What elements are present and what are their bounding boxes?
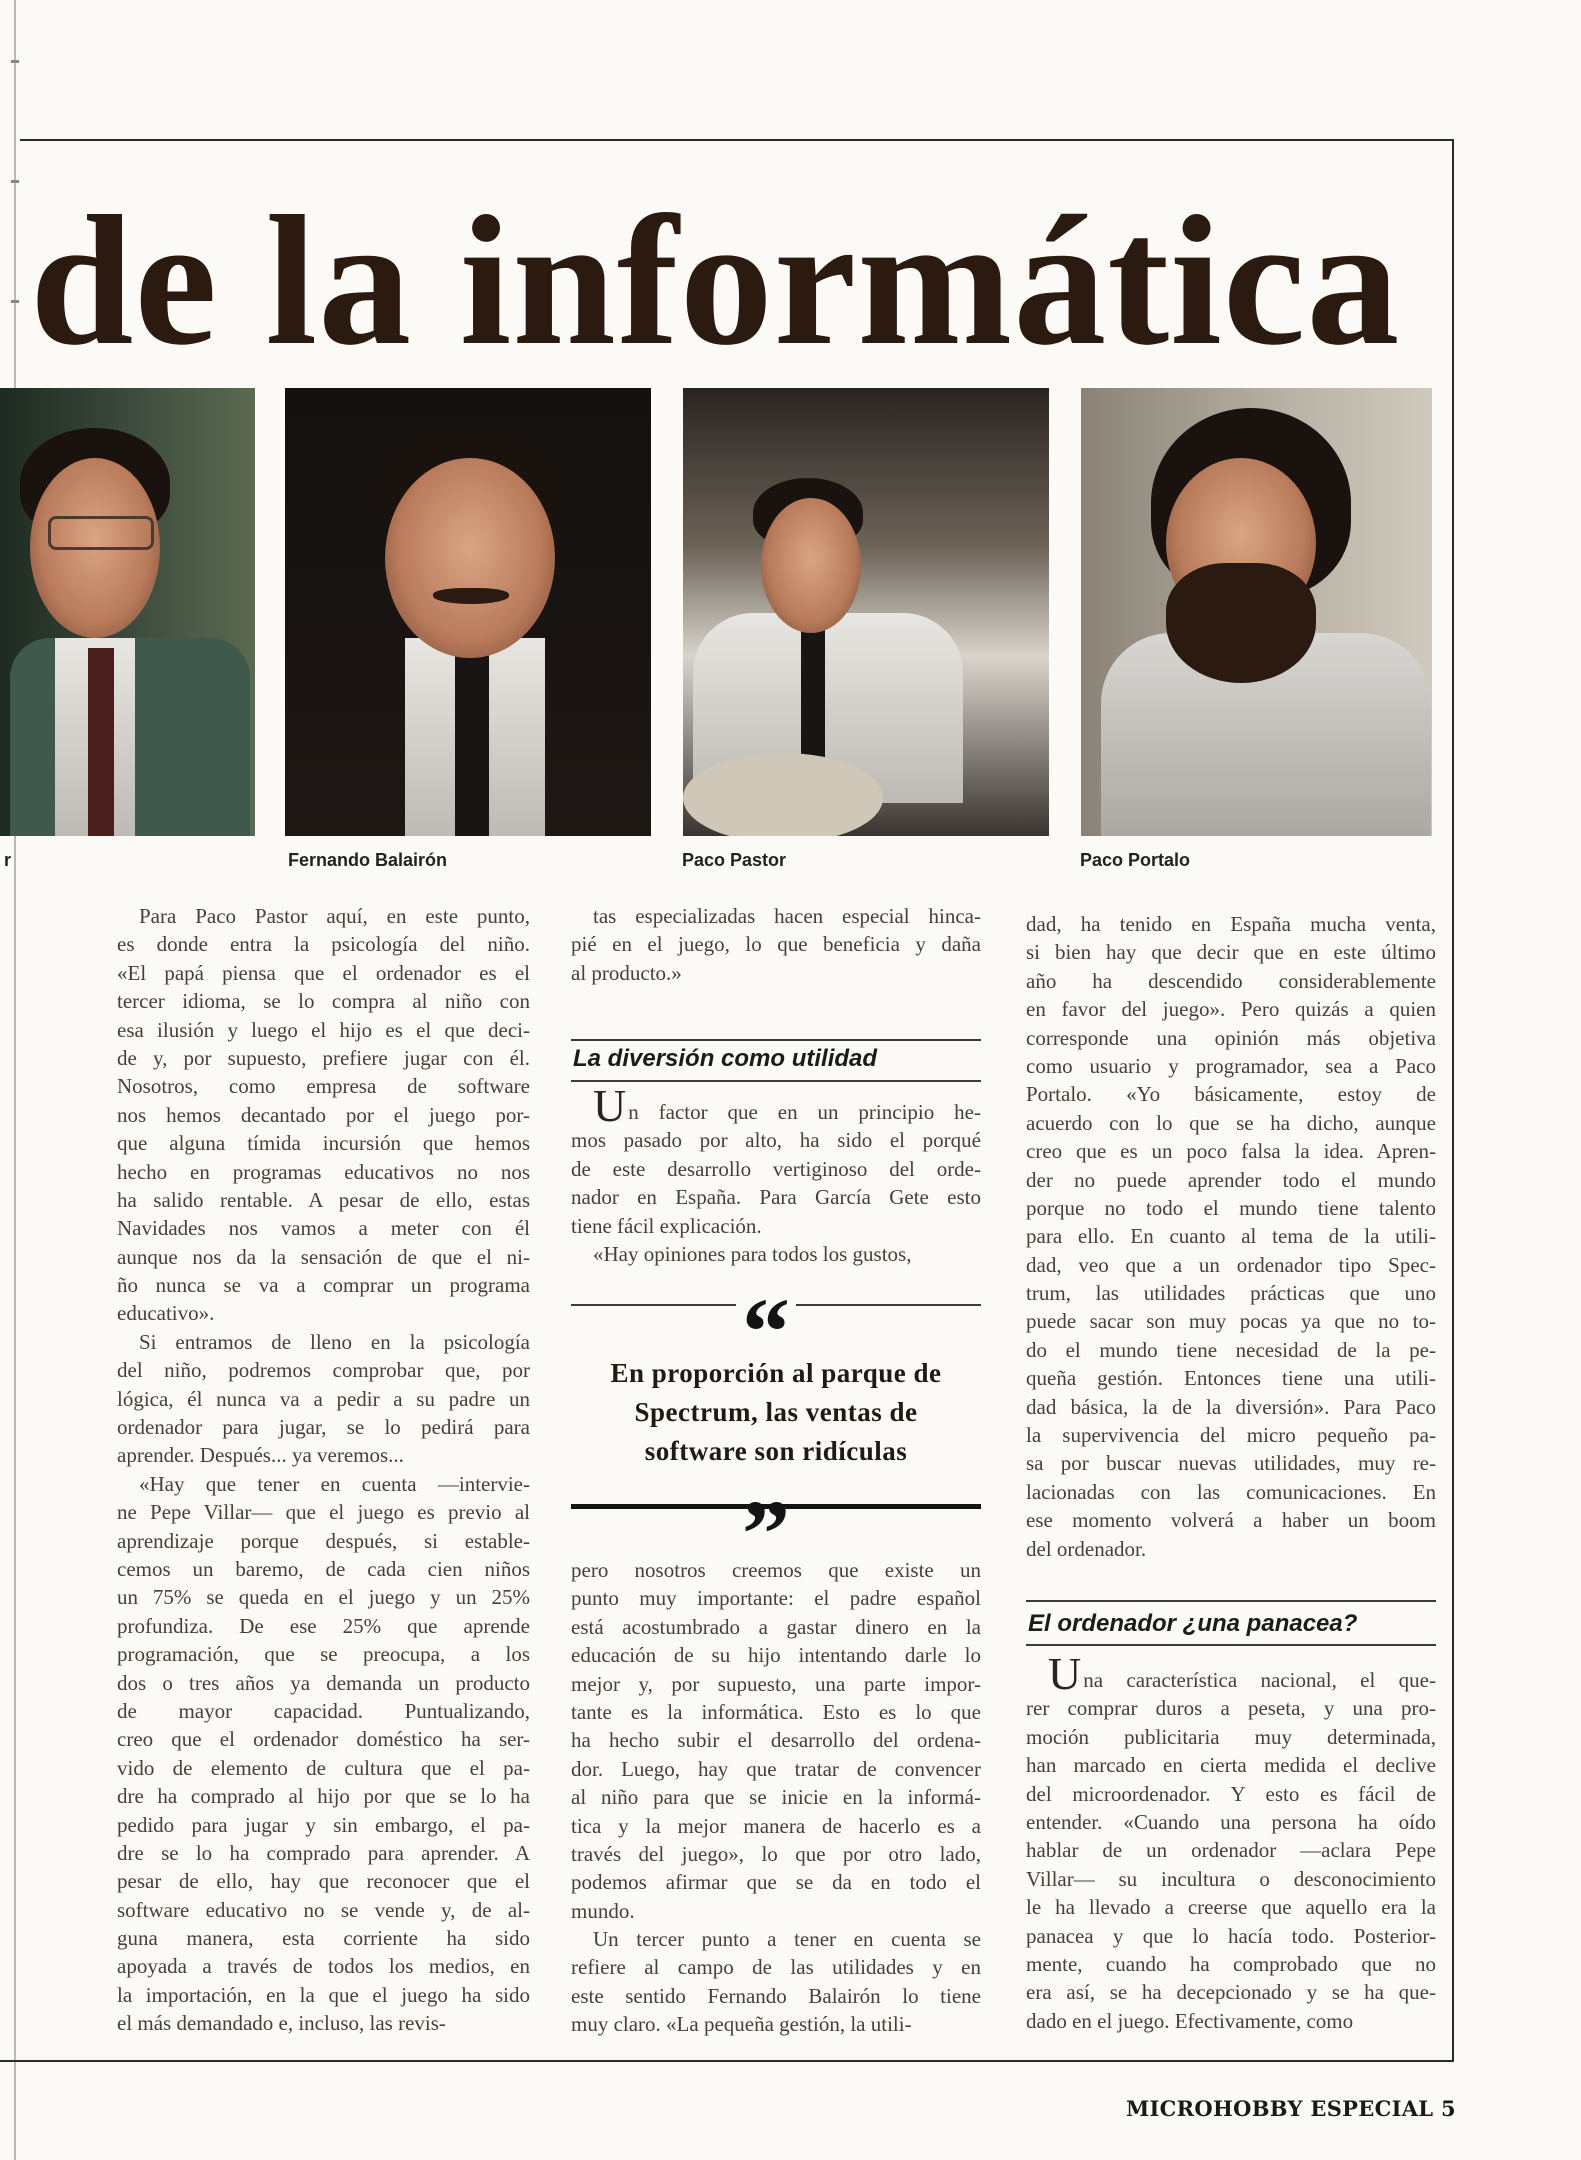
text-line: acuerdo con lo que se ha dicho, aunque — [1026, 1110, 1436, 1135]
paragraph — [117, 1470, 530, 2038]
text-line: de mayor capacidad. Puntualizando, — [117, 1698, 530, 1723]
text-line: ordenador para jugar, se lo pedirá para — [117, 1415, 530, 1440]
text-line: ha salido rentable. A pesar de ello, estas — [117, 1187, 530, 1212]
text-line: la importación, en la que el juego ha sido — [117, 1982, 530, 2007]
text-line: cemos un baremo, de cada cien niños — [117, 1556, 530, 1581]
text-line: aprendizaje porque después, si estable- — [117, 1528, 530, 1553]
text-line: si bien hay que decir que en este último — [1026, 940, 1436, 965]
text-line: software educativo no se vende y, de al- — [117, 1897, 530, 1922]
text-line: es donde entra la psicología del niño. — [117, 932, 530, 957]
section-rule-top — [1026, 1600, 1436, 1602]
text-line: del ordenador. — [1026, 1536, 1147, 1561]
text-line: trum, las utilidades prácticas que uno — [1026, 1281, 1436, 1306]
column-3-top — [1026, 910, 1436, 1563]
text-line: creo que es un poco falsa la idea. Apren- — [1026, 1139, 1436, 1164]
text-line: nador en España. Para García Gete esto — [571, 1185, 981, 1210]
text-line: tas especializadas hacen especial hinca- — [593, 904, 981, 928]
text-line: dad básica, la de la diversión». Para Paco — [1026, 1394, 1436, 1419]
text-line: muy claro. «La pequeña gestión, la utili- — [571, 2012, 912, 2037]
text-line: do el mundo tiene necesidad de la pe- — [1026, 1337, 1436, 1362]
text-line: «Hay que tener en cuenta —intervie- — [139, 1471, 530, 1496]
column-2-top — [571, 902, 981, 987]
paragraph — [571, 1556, 981, 1925]
photo-caption-fernando-balairon: Fernando Balairón — [288, 850, 448, 870]
section-heading-panacea: El ordenador ¿una panacea? — [1028, 1610, 1358, 1637]
text-line: Si entramos de lleno en la psicología — [139, 1329, 530, 1354]
section-rule-bottom — [571, 1080, 981, 1082]
photo-caption-paco-portalo: Paco Portalo — [1080, 850, 1191, 870]
paragraph — [571, 1240, 981, 1268]
text-line: ne Pepe Villar— que el juego es previo al — [117, 1500, 530, 1525]
section-heading-diversion: La diversión como utilidad — [573, 1045, 878, 1072]
text-line: profundiza. De ese 25% que aprende — [117, 1613, 530, 1638]
text-line: «Hay opiniones para todos los gustos, — [593, 1241, 912, 1266]
text-line: el más demandado e, incluso, las revis- — [117, 2011, 446, 2036]
text-line: aprender. Después... ya veremos... — [117, 1443, 404, 1468]
text-line: corresponde una opinión más objetiva — [1026, 1025, 1436, 1050]
column-1 — [117, 902, 530, 2038]
text-line: de este desarrollo vertiginoso del orde- — [571, 1156, 981, 1181]
text-line: vido de elemento de cultura que el pa- — [117, 1755, 530, 1780]
text-line: educación de su hijo intentando darle lo — [571, 1643, 981, 1668]
text-line: le ha llevado a creerse que aquello era la — [1026, 1895, 1436, 1920]
text-line: dado en el juego. Efectivamente, como — [1026, 2008, 1354, 2033]
text-line: rer comprar duros a peseta, y una pro- — [1026, 1696, 1436, 1721]
text-line: han marcado en cierta medida el declive — [1026, 1753, 1436, 1778]
text-line: hecho en programas educativos no nos — [117, 1159, 530, 1184]
text-line: tercer idioma, se lo compra al niño con — [117, 989, 530, 1014]
text-line: de y, por supuesto, prefiere jugar con él. — [117, 1045, 530, 1070]
column-2-mid — [571, 1080, 981, 1268]
article-title: de la informática — [30, 178, 1401, 384]
text-line: Navidades nos vamos a meter con él — [117, 1216, 530, 1241]
paragraph — [571, 902, 981, 987]
text-line: mundo. — [571, 1898, 635, 1923]
photo-paco-pastor — [683, 388, 1049, 836]
drop-cap: U — [593, 1080, 627, 1131]
text-line: Nosotros, como empresa de software — [117, 1074, 530, 1099]
section-rule-bottom — [1026, 1644, 1436, 1646]
pull-quote-line: software son ridículas — [644, 1436, 908, 1466]
open-quote-icon: “ — [736, 1284, 796, 1380]
photo-pepe-villar — [0, 388, 255, 836]
text-line: entender. «Cuando una persona ha oído — [1026, 1809, 1436, 1834]
pull-quote-line: Spectrum, las ventas de — [634, 1397, 918, 1427]
text-line: esa ilusión y luego el hijo es el que deci- — [117, 1017, 530, 1042]
text-line: porque no todo el mundo tiene talento — [1026, 1195, 1436, 1220]
paragraph — [1026, 910, 1436, 1563]
photo-fernando-balairon — [285, 388, 651, 836]
text-line: puede sacar son muy pocas ya que no to- — [1026, 1309, 1436, 1334]
text-line: mente, cuando ha comprobado que no — [1026, 1951, 1436, 1976]
text-line: mejor y, por supuesto, una parte impor- — [571, 1671, 981, 1696]
text-line: panacea y que lo hacía todo. Posterior- — [1026, 1923, 1436, 1948]
text-line: pedido para jugar y sin embargo, el pa- — [117, 1812, 530, 1837]
text-line: pié en el juego, lo que beneficia y daña — [571, 932, 981, 957]
text-line: en favor del juego». Pero quizás a quien — [1026, 997, 1436, 1022]
section-rule-top — [571, 1039, 981, 1041]
paragraph — [571, 1080, 981, 1240]
pull-quote-line: En proporción al parque de — [610, 1358, 942, 1388]
text-line: lógica, él nunca va a pedir a su padre un — [117, 1386, 530, 1411]
paragraph — [1026, 1648, 1436, 2035]
text-line: refiere al campo de las utilidades y en — [571, 1955, 981, 1980]
text-line: Un tercer punto a tener en cuenta se — [593, 1927, 981, 1952]
frame-right-rule — [1452, 139, 1454, 2062]
text-line: podemos afirmar que se da en todo el — [571, 1870, 981, 1895]
column-2-bottom — [571, 1556, 981, 2039]
text-line: «El papá piensa que el ordenador es el — [117, 960, 530, 985]
text-line: queña gestión. Entonces tiene una utili- — [1026, 1366, 1436, 1391]
text-line: dre ha comprado al hijo por que se lo ha — [117, 1784, 530, 1809]
text-line: mos pasado por alto, ha sido el porqué — [571, 1128, 981, 1153]
text-line: Para Paco Pastor aquí, en este punto, — [139, 904, 530, 928]
text-line: aunque nos da la sensación de que el ni- — [117, 1244, 530, 1269]
page-binding-edge — [14, 0, 16, 2160]
text-line: programación, que se preocupa, a los — [117, 1642, 530, 1667]
text-line: sa por buscar nuevas utilidades, muy re- — [1026, 1451, 1436, 1476]
text-line: del niño, podremos comprobar que, por — [117, 1358, 530, 1383]
page-footer-folio: MICROHOBBY ESPECIAL 5 — [1126, 2096, 1456, 2121]
text-line: lacionadas con las comunicaciones. En — [1026, 1479, 1436, 1504]
pull-quote — [571, 1354, 981, 1471]
paragraph — [117, 902, 530, 1328]
text-line — [571, 1080, 981, 1131]
close-quote-icon: ” — [742, 1480, 790, 1587]
drop-cap: U — [1048, 1648, 1082, 1699]
text-line: este sentido Fernando Balairón lo tiene — [571, 1983, 981, 2008]
text-line: Portalo. «Yo básicamente, estoy de — [1026, 1082, 1436, 1107]
text-line: tiene fácil explicación. — [571, 1213, 762, 1238]
text-line: nos hemos decantado por el juego por- — [117, 1102, 530, 1127]
text-line: moción publicitaria muy determinada, — [1026, 1724, 1436, 1749]
column-3-bottom — [1026, 1648, 1436, 2035]
text-line: apoyada a través de todos los medios, en — [117, 1954, 530, 1979]
text-line: para ello. En cuanto al tema de la utili- — [1026, 1224, 1436, 1249]
photo-caption-cut: r — [4, 850, 12, 870]
text-line — [1026, 1648, 1436, 1699]
text-line: guna manera, esta corriente ha sido — [117, 1926, 530, 1951]
text-line: al niño para que se inicie en la informá- — [571, 1785, 981, 1810]
text-line: tica y la mejor manera de hacerlo es a — [571, 1813, 981, 1838]
text-line: dad, veo que a un ordenador tipo Spec- — [1026, 1252, 1436, 1277]
text-line: un 75% se queda en el juego y un 25% — [117, 1585, 530, 1610]
paragraph — [571, 1925, 981, 2039]
text-line: al producto.» — [571, 960, 682, 985]
text-line: del microordenador. Y esto es fácil de — [1026, 1781, 1436, 1806]
text-line: como usuario y programador, sea a Paco — [1026, 1053, 1436, 1078]
text-line: ño nunca se va a comprar un programa — [117, 1273, 530, 1298]
photo-caption-paco-pastor: Paco Pastor — [682, 850, 787, 870]
text-line: hablar de un ordenador —aclara Pepe — [1026, 1838, 1436, 1863]
text-line: ese momento volverá a haber un boom — [1026, 1508, 1436, 1533]
text-line: creo que el ordenador doméstico ha ser- — [117, 1727, 530, 1752]
text-line: educativo». — [117, 1301, 215, 1326]
text-line: que alguna tímida incursión que hemos — [117, 1131, 530, 1156]
paragraph — [117, 1328, 530, 1470]
text-line: tante es la informática. Esto es lo que — [571, 1699, 981, 1724]
text-line: ha hecho subir el desarrollo del ordena- — [571, 1728, 981, 1753]
text-line: dor. Luego, hay que tratar de convencer — [571, 1756, 981, 1781]
binding-hole — [11, 60, 19, 63]
text-line: pesar de ello, hay que reconocer que el — [117, 1869, 530, 1894]
text-line-rest: n factor que en un principio he- — [628, 1100, 981, 1124]
frame-top-rule — [20, 139, 1454, 141]
text-line: está acostumbrado a gastar dinero en la — [571, 1614, 981, 1639]
text-line: dos o tres años ya demanda un producto — [117, 1670, 530, 1695]
photo-paco-portalo — [1081, 388, 1432, 836]
text-line: Villar— su incultura o desconocimiento — [1026, 1866, 1436, 1891]
text-line-rest: na característica nacional, el que- — [1083, 1668, 1436, 1692]
binding-hole — [11, 180, 19, 183]
text-line: der no puede aprender todo el mundo — [1026, 1167, 1436, 1192]
binding-hole — [11, 300, 19, 303]
frame-bottom-rule — [0, 2060, 1454, 2062]
text-line: era así, se ha decepcionado y se ha que- — [1026, 1980, 1436, 2005]
text-line: dre se lo ha comprado para aprender. A — [117, 1840, 530, 1865]
text-line: punto muy importante: el padre español — [571, 1586, 981, 1611]
text-line: pero nosotros creemos que existe un — [571, 1558, 981, 1582]
text-line: dad, ha tenido en España mucha venta, — [1026, 912, 1436, 936]
text-line: la supervivencia del micro pequeño pa- — [1026, 1423, 1436, 1448]
text-line: través del juego», lo que por otro lado, — [571, 1841, 981, 1866]
text-line: año ha descendido considerablemente — [1026, 968, 1436, 993]
